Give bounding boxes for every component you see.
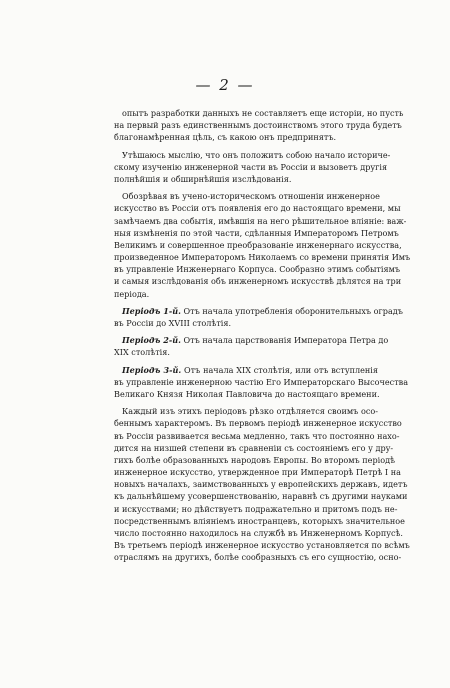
text-line: отраслямъ на другихъ, болѣе сообразныхъ съ его сущностiю, осно- [114, 552, 402, 563]
paragraph [114, 190, 411, 300]
text-line: въ Россiи до XVIII столѣтiя. [114, 318, 232, 328]
text-line: въ управленiе инженерною частiю Его Императорскаго Высочества [114, 376, 409, 387]
text-line: опытъ разработки данныхъ не составляетъ еще исторiи, но пусть [122, 108, 404, 118]
text-line: перiода. [114, 288, 150, 299]
period-heading: Перiодъ 2-й. [122, 335, 181, 346]
text-line: число постоянно находилось на службѣ въ Инженерномъ Корпусѣ. [114, 528, 403, 538]
line-text: Отъ начала употребленiя оборонительныхъ оградъ [183, 305, 403, 316]
text-line: беннымъ характеромъ. Въ первомъ перiодѣ инженерное искусство [114, 418, 402, 429]
text-line: инженерное искусство, утвержденное при Императорѣ Петрѣ I на [114, 467, 401, 478]
text-line: искусство въ Россiи отъ появленiя его до настоящаго времени, мы [114, 203, 401, 214]
text-line: ныя измѣненiя по этой части, сдѣланныя Императоромъ Петромъ [114, 227, 399, 238]
paragraph [114, 107, 404, 144]
text-line: Обозрѣвая въ учено-историческомъ отношенiи инженерное [122, 191, 380, 202]
paragraph [114, 334, 389, 358]
text-line: Въ третьемъ перiодѣ инженерное искусство установляется по всѣмъ [114, 540, 410, 551]
body-text [114, 107, 411, 569]
text-line [114, 364, 378, 376]
text-line: къ дальнѣйшему усовершенствованiю, наравнѣ съ другими науками [114, 491, 408, 502]
text-line: произведенное Императоромъ Николаемъ со времени принятiя Имъ [114, 252, 411, 263]
text-line: дится на низшей степени въ сравненiи съ состоянiемъ его у дру- [114, 442, 394, 453]
text-line: Великимъ и совершенное преобразованiе инженернаго искусства, [114, 239, 402, 250]
line-text: Отъ начала царствованiя Императора Петра до [183, 335, 389, 346]
paragraph [114, 405, 410, 563]
period-heading: Перiодъ 3-й. [122, 364, 182, 375]
line-text: Отъ начала XIX столѣтiя, или отъ вступленiя [184, 364, 378, 375]
text-line: въ Россiи развивается весьма медленно, такъ что постоянно нахо- [114, 430, 400, 441]
text-line: и искусствами; но дѣйствуетъ подражательно и притомъ подъ не- [114, 503, 398, 514]
text-line: и самыя изслѣдованiя объ инженерномъ искусствѣ дѣлятся на три [114, 276, 402, 287]
text-line: Великаго Князя Николая Павловича до настоящаго времени. [114, 388, 380, 399]
text-line: XIX столѣтiя. [114, 347, 170, 358]
text-line: скому изученiю инженерной части въ Россiи и вызоветъ другiя [114, 161, 388, 172]
paragraph [114, 305, 403, 329]
text-line: на первый разъ единственнымъ достоинствомъ этого труда будетъ [114, 120, 402, 131]
paragraph [114, 364, 409, 401]
text-line: полнѣйшiя и обширнѣйшiя изслѣдованiя. [114, 173, 292, 184]
text-line: новыхъ началахъ, заимствованныхъ у европейскихъ державъ, идетъ [114, 479, 408, 490]
text-line: Утѣшаюсь мыслiю, что онъ положитъ собою начало историче- [122, 149, 391, 160]
period-heading: Перiодъ 1-й. [122, 305, 181, 316]
text-line [114, 334, 389, 346]
text-line: Каждый изъ этихъ перiодовъ рѣзко отдѣляется своимъ осо- [122, 406, 378, 417]
text-line: въ управленiе Инженернаго Корпуса. Сообразно этимъ событiямъ [114, 264, 401, 275]
text-line: замѣчаемъ два событiя, имѣвшiя на него рѣшительное влiянiе: важ- [114, 215, 407, 226]
paragraph [114, 149, 391, 186]
text-line: посредственнымъ влiянiемъ иностранцевъ, которыхъ значительное [114, 515, 405, 526]
text-line: гихъ болѣе образованныхъ народовъ Европы. Во второмъ перiодѣ [114, 454, 395, 465]
text-line [114, 305, 403, 317]
text-line: благонамѣренная цѣль, съ какою онъ предпринятъ. [114, 132, 337, 143]
page-number: — 2 — [195, 76, 255, 94]
